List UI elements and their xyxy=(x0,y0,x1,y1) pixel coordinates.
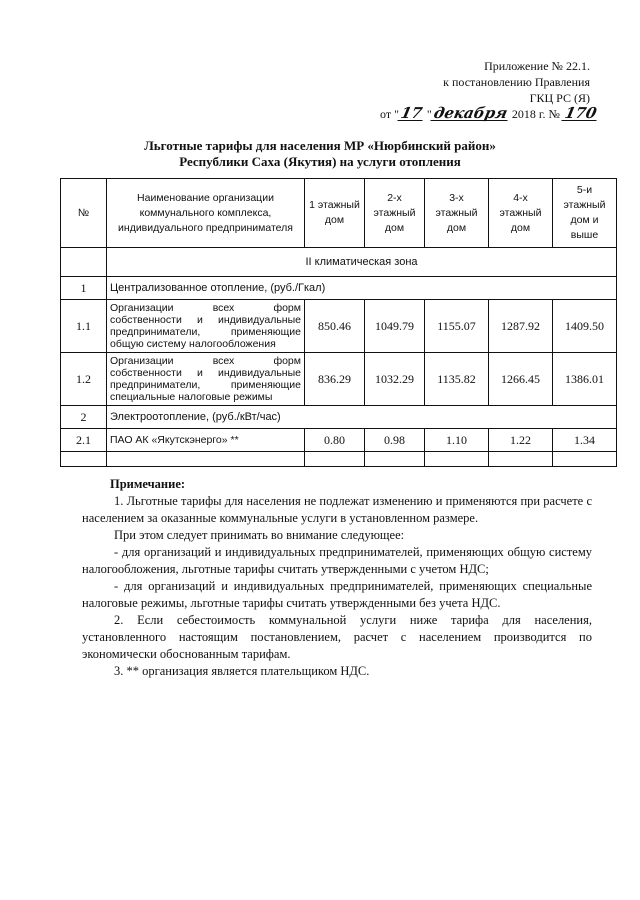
tariff-value: 1386.01 xyxy=(553,353,617,406)
approval-stamp-block xyxy=(380,58,599,122)
header-5-floor-plus: 5-и этажный дом и выше xyxy=(553,179,617,248)
tariff-value: 1155.07 xyxy=(425,300,489,353)
date-quote-close: " xyxy=(423,107,432,121)
note-paragraph: - для организаций и индивидуальных предпринимателей, применяющих специальные налоговые режимы, льготные тарифы считать утвержденными без учета НДС. xyxy=(82,579,592,610)
note-paragraph: 1. Льготные тарифы для населения не подлежат изменению и применяются при расчете с населением за оказанные коммунальные услуги в установленном размере. xyxy=(82,494,592,525)
row-number: 1.1 xyxy=(61,300,107,353)
note-paragraph: 3. ** организация является плательщиком НДС. xyxy=(114,664,370,678)
header-4-floor: 4-х этажный дом xyxy=(489,179,553,248)
table-cell xyxy=(489,452,553,467)
section-number: 2 xyxy=(61,406,107,429)
table-row xyxy=(61,353,617,406)
handwritten-number: 170 xyxy=(563,104,599,122)
tariff-value: 0.98 xyxy=(365,429,425,452)
appendix-number: Приложение № 22.1. xyxy=(484,59,590,73)
notes-heading: Примечание: xyxy=(110,477,186,491)
title-line-2: Республики Саха (Якутия) на услуги отопления xyxy=(179,154,461,169)
table-cell xyxy=(305,452,365,467)
header-number: № xyxy=(61,179,107,248)
note-paragraph: 2. Если себестоимость коммунальной услуги ниже тарифа для населения, установленного настоящим постановлением, расчет с населением производится по экономически обоснованным тарифам. xyxy=(82,613,592,661)
tariff-value: 0.80 xyxy=(305,429,365,452)
tariff-table xyxy=(60,178,617,467)
table-row xyxy=(61,248,617,277)
date-prefix: от " xyxy=(380,107,399,121)
table-row xyxy=(61,300,617,353)
tariff-value: 836.29 xyxy=(305,353,365,406)
climate-zone-label: II климатическая зона xyxy=(107,248,617,277)
note-paragraph: При этом следует принимать во внимание следующее: xyxy=(114,528,405,542)
header-2-floor: 2-х этажный дом xyxy=(365,179,425,248)
tariff-value: 1266.45 xyxy=(489,353,553,406)
issuing-authority: ГКЦ РС (Я) xyxy=(529,91,590,105)
table-row xyxy=(61,429,617,452)
header-1-floor: 1 этажный дом xyxy=(305,179,365,248)
table-row xyxy=(61,452,617,467)
handwritten-month: декабря xyxy=(431,104,509,122)
row-number: 1.2 xyxy=(61,353,107,406)
table-cell xyxy=(553,452,617,467)
section-number: 1 xyxy=(61,277,107,300)
table-row xyxy=(61,406,617,429)
tariff-value: 850.46 xyxy=(305,300,365,353)
table-cell xyxy=(61,248,107,277)
date-year: 2018 г. № xyxy=(508,107,560,121)
row-number: 2.1 xyxy=(61,429,107,452)
handwritten-day: 17 xyxy=(399,104,424,122)
tariff-value: 1.10 xyxy=(425,429,489,452)
header-organization: Наименование организации коммунального комплекса, индивидуального предпринимателя xyxy=(107,179,305,248)
tariff-value: 1032.29 xyxy=(365,353,425,406)
table-header-row xyxy=(61,179,617,248)
table-cell xyxy=(365,452,425,467)
title-line-1: Льготные тарифы для населения МР «Нюрбинский район» xyxy=(144,138,496,153)
organization-name: Организации всех форм собственности и индивидуальные предприниматели, применяющие специальные налоговые режимы xyxy=(107,353,305,406)
tariff-value: 1.22 xyxy=(489,429,553,452)
section-label: Централизованное отопление, (руб./Гкал) xyxy=(107,277,617,300)
note-paragraph: - для организаций и индивидуальных предпринимателей, применяющих общую систему налогообложения, льготные тарифы считать утвержденными с учетом НДС; xyxy=(82,545,592,576)
notes-section xyxy=(82,476,592,680)
header-3-floor: 3-х этажный дом xyxy=(425,179,489,248)
resolution-date-line xyxy=(380,104,599,122)
table-cell xyxy=(425,452,489,467)
tariff-value: 1.34 xyxy=(553,429,617,452)
tariff-value: 1287.92 xyxy=(489,300,553,353)
table-cell xyxy=(107,452,305,467)
tariff-value: 1409.50 xyxy=(553,300,617,353)
table-cell xyxy=(61,452,107,467)
tariff-value: 1135.82 xyxy=(425,353,489,406)
organization-name: Организации всех форм собственности и индивидуальные предприниматели, применяющие общую систему налогообложения xyxy=(107,300,305,353)
tariff-value: 1049.79 xyxy=(365,300,425,353)
section-label: Электроотопление, (руб./кВт/час) xyxy=(107,406,617,429)
table-row xyxy=(61,277,617,300)
organization-name: ПАО АК «Якутскэнерго» ** xyxy=(107,429,305,452)
resolution-reference: к постановлению Правления xyxy=(443,75,590,89)
document-title xyxy=(60,138,580,170)
